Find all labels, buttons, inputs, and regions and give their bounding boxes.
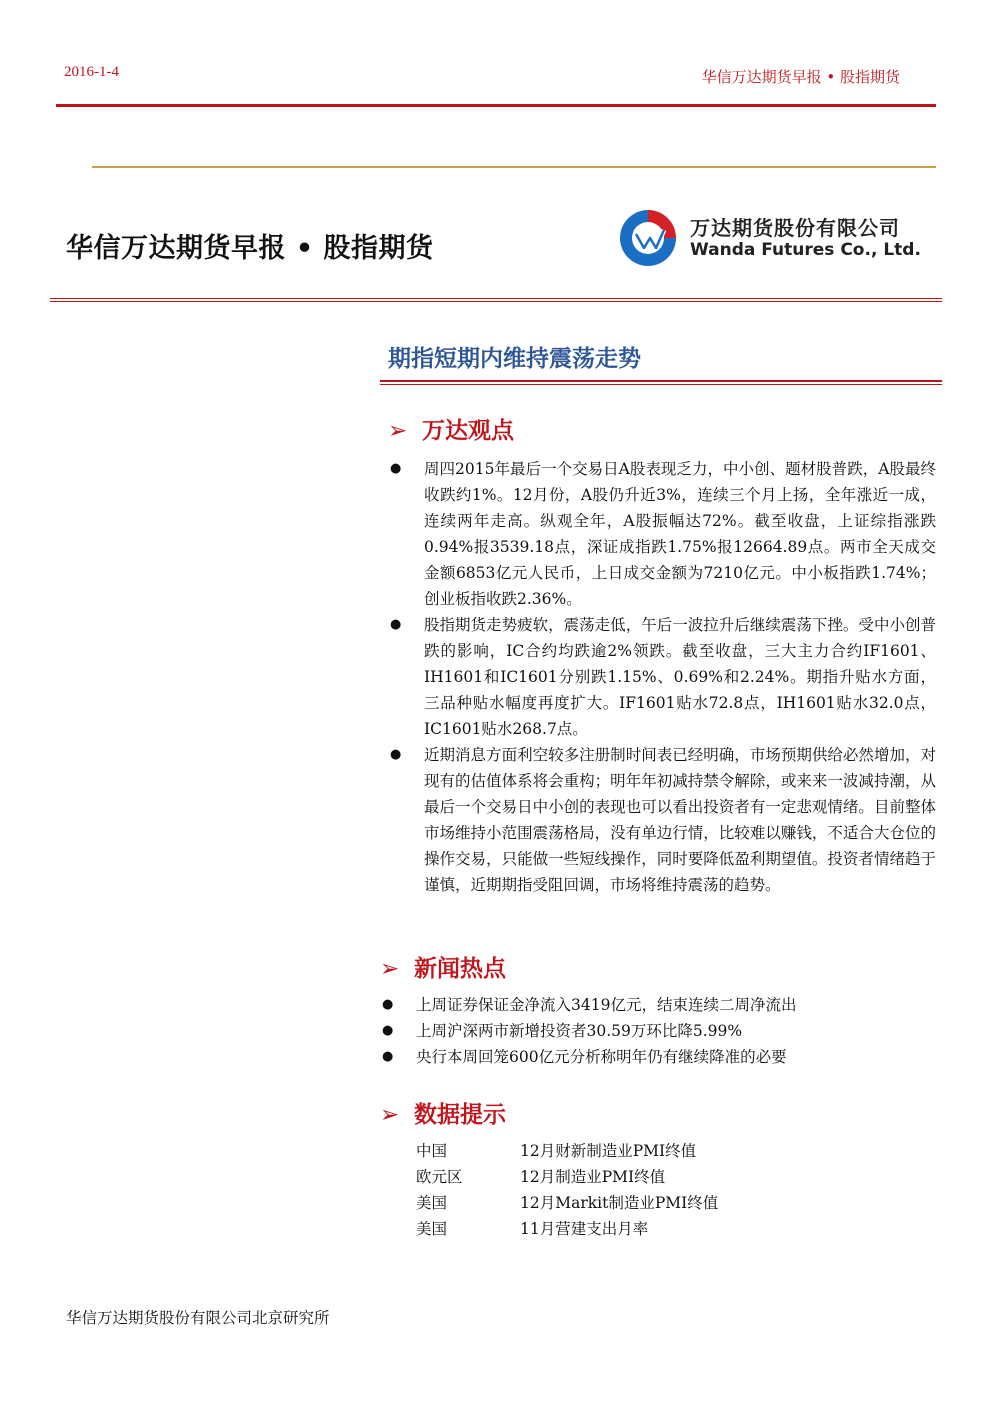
section-heading-data-label: 数据提示 xyxy=(414,1102,507,1128)
title-divider-top xyxy=(380,380,942,382)
footer-company: 华信万达期货股份有限公司北京研究所 xyxy=(66,1309,330,1327)
table-cell-item: 12月制造业PMI终值 xyxy=(520,1168,666,1186)
table-cell-item: 12月Markit制造业PMI终值 xyxy=(520,1194,719,1212)
table-cell-country: 欧元区 xyxy=(416,1168,463,1186)
table-cell-item: 11月营建支出月率 xyxy=(520,1220,649,1238)
list-item xyxy=(388,456,936,612)
table-cell-item: 12月财新制造业PMI终值 xyxy=(520,1142,697,1160)
banner-divider-bottom xyxy=(50,301,942,302)
bullet-dot-icon: ● xyxy=(390,747,402,762)
list-item xyxy=(380,1044,928,1070)
list-item-text: 近期消息方面利空较多注册制时间表已经明确，市场预期供给必然增加，对现有的估值体系将会重构；明年年初减持禁令解除，或来来一波减持潮，从最后一个交易日中小创的表现也可以看出投资者有一定悲观情绪。目前整体市场维持小范围震荡格局，没有单边行情，比较难以赚钱，不适合大仓位的操作交易，只能做一些短线操作，同时要降低盈利期望值。投资者情绪趋于谨慎，近期期指受阻回调，市场将维持震荡的趋势。 xyxy=(424,746,936,894)
arrow-right-icon: ➢ xyxy=(380,956,400,982)
bullet-dot-icon: ● xyxy=(382,1023,394,1038)
list-item-text: 周四2015年最后一个交易日A股表现乏力，中小创、题材股普跌，A股最终收跌约1%。12月份，A股仍升近3%，连续三个月上扬，全年涨近一成，连续两年走高。纵观全年，A股振幅达72%。截至收盘，上证综指涨跌0.94%报3539.18点，深证成指跌1.75%报12664.89点。两市全天成交金额6853亿元人民币，上日成交金额为7210亿元。中小板指跌1.74%；创业板指收跌2.36%。 xyxy=(424,460,936,608)
bullet-dot-icon: ● xyxy=(390,461,402,476)
header-report-name: 华信万达期货早报 • 股指期货 xyxy=(701,68,900,86)
arrow-right-icon: ➢ xyxy=(380,1102,400,1128)
main-title: 华信万达期货早报 • 股指期货 xyxy=(66,233,434,264)
header-date: 2016-1-4 xyxy=(64,64,119,80)
table-row xyxy=(416,1138,718,1164)
company-logo-icon xyxy=(614,204,682,272)
section-heading-news-label: 新闻热点 xyxy=(414,956,507,982)
list-item xyxy=(388,612,936,742)
table-cell-country: 中国 xyxy=(416,1142,448,1160)
banner-divider-top xyxy=(50,298,942,299)
view-bullet-list xyxy=(388,456,936,898)
section-heading-view xyxy=(388,412,514,445)
title-divider-bottom xyxy=(380,384,942,385)
report-title: 期指短期内维持震荡走势 xyxy=(388,346,641,372)
data-calendar-table xyxy=(416,1138,718,1242)
list-item-text: 上周证券保证金净流入3419亿元，结束连续二周净流出 xyxy=(416,996,797,1014)
news-bullet-list xyxy=(380,992,928,1070)
list-item xyxy=(380,1018,928,1044)
table-cell-country: 美国 xyxy=(416,1194,448,1212)
list-item-text: 上周沪深两市新增投资者30.59万环比降5.99% xyxy=(416,1022,743,1040)
table-row xyxy=(416,1164,718,1190)
arrow-right-icon: ➢ xyxy=(388,418,408,444)
header-divider xyxy=(56,104,936,107)
bullet-dot-icon: ● xyxy=(390,617,402,632)
table-cell-country: 美国 xyxy=(416,1220,448,1238)
section-heading-news xyxy=(380,950,506,983)
table-row xyxy=(416,1190,718,1216)
list-item-text: 股指期货走势疲软，震荡走低，午后一波拉升后继续震荡下挫。受中小创普跌的影响，IC合约均跌逾2%领跌。截至收盘，三大主力合约IF1601、IH1601和IC1601分别跌1.15%、0.69%和2.24%。期指升贴水方面，三品种贴水幅度再度扩大。IF1601贴水72.8点，IH1601贴水32.0点，IC1601贴水268.7点。 xyxy=(424,616,936,738)
gold-divider xyxy=(92,166,936,168)
list-item xyxy=(388,742,936,898)
section-heading-view-label: 万达观点 xyxy=(422,418,515,444)
list-item xyxy=(380,992,928,1018)
section-heading-data xyxy=(380,1096,506,1129)
logo-company-name-en: Wanda Futures Co., Ltd. xyxy=(690,240,921,260)
logo-company-name-cn: 万达期货股份有限公司 xyxy=(690,216,900,240)
list-item-text: 央行本周回笼600亿元分析称明年仍有继续降准的必要 xyxy=(416,1048,787,1066)
table-row xyxy=(416,1216,718,1242)
bullet-dot-icon: ● xyxy=(382,997,394,1012)
bullet-dot-icon: ● xyxy=(382,1049,394,1064)
